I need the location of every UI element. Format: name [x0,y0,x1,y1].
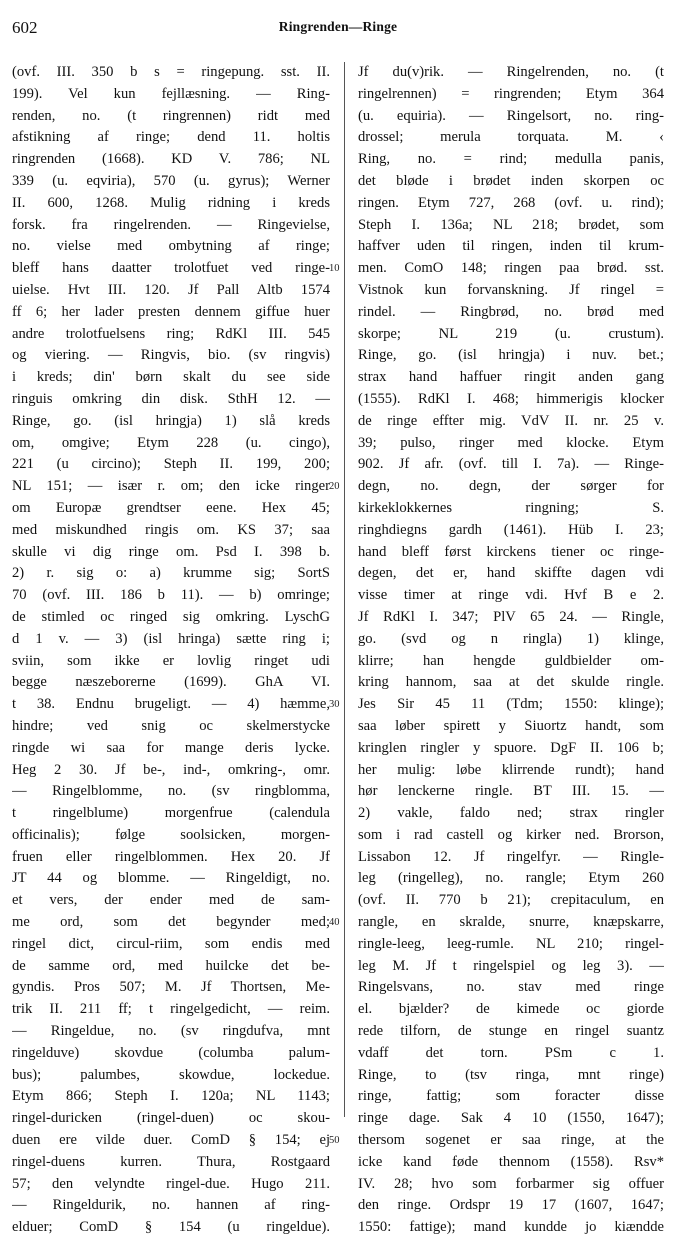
text-line: renden, no. (t ringrennen) ridt med [12,107,330,124]
text-line: Jf RdKl I. 347; PlV 65 24. — Ringle, [358,608,664,625]
text-line: uielse. Hvt III. 120. Jf Pall Altb 1574 [12,281,330,298]
text-line: no. vielse med ombytning af ringe; [12,238,330,255]
text-line: om Europæ grendtser eene. Hex 45; [12,499,330,516]
text-line: men. ComO 148; ringen paa brød. sst. [358,260,664,277]
text-line: om, omgive; Etym 228 (u. cingo), [12,434,330,451]
text-line: forsk. fra ringelrenden. — Ringevielse, [12,216,330,233]
text-line: 199). Vel kun fejllæsning. — Ring- [12,85,330,102]
text-line: thersom sogenet er saa ringe, at the [358,1132,664,1149]
text-line: Lissabon 12. Jf ringelfyr. — Ringle- [358,848,664,865]
text-line: ringe dage. Sak 4 10 (1550, 1647); [358,1110,664,1127]
text-line: andre trolotfuelsens ring; RdKl III. 545 [12,325,330,342]
text-line: 2) r. sig o: a) krumme sig; SortS [12,565,330,582]
text-line: leg (ringelleg), no. rangle; Etym 260 [358,870,664,887]
text-line: Vistnok kun forvanskning. Jf ringel = [358,281,664,298]
text-line: fruen eller ringelblommen. Hex 20. Jf [12,848,330,865]
left-column [12,62,330,1239]
text-line: begge næszeborerne (1699). GhA VI. [12,674,330,691]
text-line: Steph I. 136a; NL 218; brødet, som [358,216,664,233]
text-line: Jf du(v)rik. — Ringelrenden, no. (t [358,64,664,80]
text-line: 902. Jf afr. (ovf. till I. 7a). — Ringe- [358,456,664,473]
text-line: ringen. Etym 727, 268 (ovf. u. rind); [358,194,664,211]
text-line: hør lenckerne ringle. BT III. 15. — [358,783,664,800]
text-line: go. (svd og n ringla) 1) klinge, [358,630,664,647]
text-line: trik II. 211 ff; t ringelgedicht, — reim. [12,1001,330,1018]
text-line: ringel-duens kurren. Thura, Rostgaard [12,1153,330,1170]
text-line: her mulig: løbe klirrende rundt); hand [358,761,664,778]
text-line: det bløde i brødet inden skorpen oc [358,172,664,189]
text-line: sviin, som ikke er lovlig ringet udi [12,652,330,669]
text-line: me ord, som det begynder med; [12,914,330,931]
text-line: 2) vakle, faldo ned; strax ringler [358,805,664,822]
text-line: ringel dict, circul-riim, som endis med [12,935,330,952]
text-line: den ringe. Ordspr 19 17 (1607, 1647; [358,1197,664,1214]
text-line: vdaff det torn. PSm c 1. [358,1044,664,1061]
page-header [12,18,664,38]
text-line: 70 (ovf. III. 186 b 11). — b) omringe; [12,587,330,604]
text-line: kring hannom, saa at det skulde ringle. [358,674,664,691]
text-line: ringelduve) skovdue (columba palum- [12,1044,330,1061]
text-line: ringuis omkring din disk. SthH 12. — [12,390,330,407]
text-line: 339 (u. eqviria), 570 (u. gyrus); Werner [12,172,330,189]
text-line: klirre; han hengde guldbielder om- [358,652,664,669]
text-line: — Ringelblomme, no. (sv ringblomma, [12,783,330,800]
text-line: JT 44 og blomme. — Ringeldigt, no. [12,870,330,887]
text-line: kringlen ringler y spuore. DgF II. 106 b; [358,739,664,756]
text-line: Ringe, go. (isl hringja) 1) slå kreds [12,412,330,429]
text-line: et vers, der ender med de sam- [12,892,330,909]
margin-line-number: 40 [329,917,340,929]
text-line: — Ringeldue, no. (sv ringdufva, mnt [12,1023,330,1040]
text-line: Ringelsvans, no. stav med ringe [358,979,664,996]
text-line: hand bleff først kirckens tiener oc ringe- [358,543,664,560]
text-line: som i rad castell og kirker ned. Brorson, [358,826,664,843]
page-number: 602 [12,18,38,37]
text-line: ringel-duricken (ringel-duen) oc skou- [12,1110,330,1127]
text-line: 221 (u circino); Steph II. 199, 200; [12,456,330,473]
text-line: 39; pulso, ringer med klocke. Etym [358,434,664,451]
text-line: skorpe; NL 219 (u. crustum). [358,325,664,342]
text-line: hindre; ved snig oc skelmerstycke [12,717,330,734]
text-line: 57; den velyndte ringel-due. Hugo 211. [12,1175,330,1192]
text-line: ff 6; her lader presten dennem giffue huer [12,303,330,320]
text-line: saa løber spirett y Siuortz handt, som [358,717,664,734]
text-line: visse timer at ringe vdi. Hvf B e 2. [358,587,664,604]
margin-line-number: 20 [329,481,340,493]
text-line: officinalis); følge soolsicken, morgen- [12,826,330,843]
text-line: de samme ord, med huilcke det be- [12,957,330,974]
text-line: ringhdiegns gardh (1461). Hüb I. 23; [358,521,664,538]
text-line: rangle, en skralde, snurre, knæpskarre, [358,914,664,931]
text-line: bus); palumbes, skowdue, lockedue. [12,1066,330,1083]
text-line: gyndis. Pros 507; M. Jf Thortsen, Me- [12,979,330,996]
text-line: degn, no. degn, der sørger for [358,478,664,495]
text-line: Heg 2 30. Jf be-, ind-, omkring-, omr. [12,761,330,778]
text-line: Etym 866; Steph I. 120a; NL 1143; [12,1088,330,1105]
text-line: d 1 v. — 3) (isl hringa) sætte ring i; [12,630,330,647]
text-line: (ovf. III. 350 b s = ringepung. sst. II. [12,64,330,80]
margin-line-number: 50 [329,1135,340,1147]
text-line: (1555). RdKl I. 468; himmerigis klocker [358,390,664,407]
text-line: ringrenden (1668). KD V. 786; NL [12,151,330,168]
text-line: Jes Sir 45 11 (Tdm; 1550: klinge); [358,696,664,713]
text-line: Ringe, go. (isl hringja) i nuv. bet.; [358,347,664,364]
text-line: ringde wi saa for mange deris lycke. [12,739,330,756]
text-line: (ovf. II. 770 b 21); crepitaculum, en [358,892,664,909]
text-line: med miskundhed ringis om. KS 37; saa [12,521,330,538]
text-line: leg M. Jf t ringelspiel og leg 3). — [358,957,664,974]
text-line: el. bjælder? de kimede oc giorde [358,1001,664,1018]
text-line: icke kand føde thennom (1558). Rsv* [358,1153,664,1170]
text-line: ringle-leeg, leeg-rumle. NL 210; ringel- [358,935,664,952]
text-line: kirkeklokkernes ringning; S. [358,499,664,516]
margin-line-number: 10 [329,263,340,275]
text-line: afstikning af ringe; dend 11. holtis [12,129,330,146]
running-title: Ringrenden—Ringe [278,19,398,34]
text-line: duen ere vilde duer. ComD § 154; ej [12,1132,330,1149]
text-line: t 38. Endnu brugeligt. — 4) hæmme, [12,696,330,713]
text-line: — Ringeldurik, no. hannen af ring- [12,1197,330,1214]
right-column [358,62,664,1239]
text-line: ringelrennen) = ringrenden; Etym 364 [358,85,664,102]
text-line: degen, det er, hand skiffte dagen vdi [358,565,664,582]
text-line: NL 151; — især r. om; den icke ringer [12,478,330,495]
margin-line-number: 30 [329,699,340,711]
text-line: (u. equiria). — Ringelsort, no. ring- [358,107,664,124]
column-divider [344,62,345,1117]
text-line: elduer; ComD § 154 (u ringeldue). [12,1219,330,1236]
text-line: i kreds; din' børn skalt du see side [12,369,330,386]
text-line: Ring, no. = rind; medulla panis, [358,151,664,168]
text-line: skulle vi dig ringe om. Psd I. 398 b. [12,543,330,560]
text-line: de stimled oc ringed sig omkring. LyschG [12,608,330,625]
text-line: de ringe effter mig. VdV II. nr. 25 v. [358,412,664,429]
text-line: 1550: fattige); mand kundde jo kiændde [358,1219,664,1236]
text-line: bleff hans daatter trolotfuet ved ringe- [12,260,330,277]
text-line: II. 600, 1268. Mulig ridning i kreds [12,194,330,211]
text-line: og viering. — Ringvis, bio. (sv ringvis) [12,347,330,364]
text-line: rindel. — Ringbrød, no. brød med [358,303,664,320]
text-line: Ringe, to (tsv ringa, mnt ringe) [358,1066,664,1083]
text-line: IV. 28; hvo som forbarmer sig offuer [358,1175,664,1192]
text-line: rede tilforn, de stunge en ringel suantz [358,1023,664,1040]
text-line: strax hand haffuer ringit anden gang [358,369,664,386]
text-line: haffver uden til ringen, inden til krum- [358,238,664,255]
text-line: drossel; merula torquata. M. ‹ [358,129,664,146]
text-line: ringe, fattig; som foracter disse [358,1088,664,1105]
text-line: t ringelblume) morgenfrue (calendula [12,805,330,822]
